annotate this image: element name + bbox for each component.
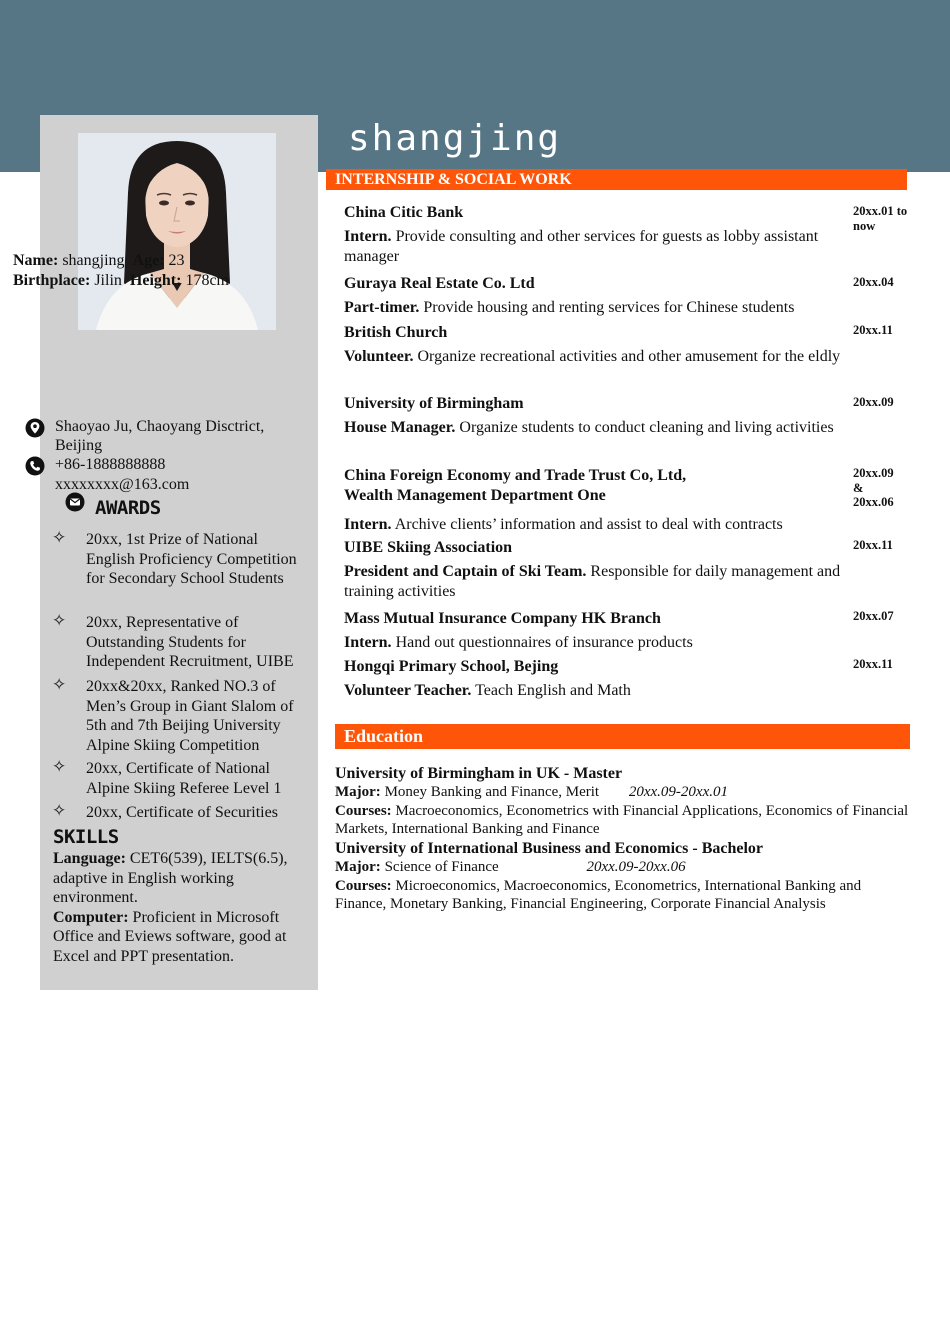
job-entry <box>344 274 844 318</box>
job-role: Part-timer. <box>344 299 420 316</box>
major-text: Money Banking and Finance, Merit <box>384 784 600 800</box>
job-role: Intern. <box>344 228 392 245</box>
address-row <box>25 417 265 455</box>
personal-info <box>13 251 273 290</box>
personal-line-2 <box>13 271 273 291</box>
sparkle-bullet-icon: ✧ <box>52 801 67 821</box>
job-company: Mass Mutual Insurance Company HK Branch <box>344 610 661 627</box>
job-role: Volunteer Teacher. <box>344 682 472 699</box>
major-line <box>335 858 910 877</box>
study-period: 20xx.09-20xx.01 <box>628 784 728 800</box>
job-company: China Citic Bank <box>344 204 464 221</box>
birthplace-label: Birthplace: <box>13 271 91 289</box>
language-skill <box>53 849 308 908</box>
birthplace-value: Jilin <box>94 271 122 289</box>
job-desc <box>344 418 844 438</box>
award-item <box>52 530 307 589</box>
school-name: University of International Business and Economics - Bachelor <box>335 840 764 857</box>
major-line <box>335 783 910 802</box>
job-date: 20xx.09 <box>853 395 894 409</box>
skills-heading: SKILLS <box>53 826 119 848</box>
job-desc-text: Provide housing and renting services for Chinese students <box>423 299 795 316</box>
job-company: China Foreign Economy and Trade Trust Co, Ltd, <box>344 467 687 484</box>
education-heading: Education <box>335 724 910 749</box>
height-value: 178cm <box>185 271 229 289</box>
major-label: Major: <box>335 859 381 875</box>
job-entry <box>344 466 844 535</box>
skills-block <box>53 849 308 966</box>
job-role: President and Captain of Ski Team. <box>344 563 587 580</box>
job-entry <box>344 609 844 653</box>
job-entry <box>344 657 844 701</box>
award-item <box>52 677 307 755</box>
award-text: 20xx&20xx, Ranked NO.3 of Men’s Group in Giant Slalom of 5th and 7th Beijing University Alpine Skiing Competition <box>86 678 294 754</box>
job-desc <box>344 227 844 266</box>
job-desc <box>344 681 844 701</box>
location-pin-icon <box>25 418 45 438</box>
courses-text: Microeconomics, Macroeconomics, Econometrics, International Banking and Finance, Monetary Banking, Financial Engineering, Corporate Financial Analysis <box>335 877 862 912</box>
awards-heading: AWARDS <box>95 497 161 519</box>
job-desc-text: Provide consulting and other services for guests as lobby assistant manager <box>344 228 819 265</box>
job-company: UIBE Skiing Association <box>344 539 513 556</box>
award-item <box>52 759 307 798</box>
job-date: 20xx.01 to now <box>853 204 908 233</box>
job-date-end: 20xx.06 <box>853 495 894 509</box>
language-text: CET6(539), IELTS(6.5), adaptive in English working environment. <box>53 850 288 906</box>
computer-skill <box>53 908 308 967</box>
job-desc <box>344 562 844 601</box>
job-date: 20xx.11 <box>853 538 893 552</box>
internship-heading: INTERNSHIP & SOCIAL WORK <box>326 169 907 190</box>
job-date: 20xx.11 <box>853 657 893 671</box>
profile-photo <box>78 133 276 330</box>
award-text: 20xx, Certificate of Securities <box>86 804 278 821</box>
sparkle-bullet-icon: ✧ <box>52 675 67 695</box>
education-entry <box>335 764 910 839</box>
language-label: Language: <box>53 850 126 867</box>
award-item <box>52 613 307 672</box>
job-entry <box>344 538 844 601</box>
job-desc-text: Organize students to conduct cleaning and living activities <box>459 419 834 436</box>
sparkle-bullet-icon: ✧ <box>52 611 67 631</box>
email-row <box>55 475 265 494</box>
job-company: British Church <box>344 324 448 341</box>
job-date-start: 20xx.09 <box>853 466 894 480</box>
job-desc-text: Teach English and Math <box>475 682 631 699</box>
job-role: Intern. <box>344 516 392 533</box>
courses-line <box>335 877 910 914</box>
job-date <box>853 466 913 510</box>
major-label: Major: <box>335 784 381 800</box>
job-department: Wealth Management Department One <box>344 487 606 504</box>
name-value: shangjing <box>62 252 125 269</box>
courses-text: Macroeconomics, Econometrics with Financial Applications, Economics of Financial Markets, International Banking and Finance <box>335 802 909 837</box>
height-label: Height: <box>129 271 182 289</box>
computer-text: Proficient in Microsoft Office and Eviews software, good at Excel and PPT presentation. <box>53 908 287 965</box>
job-date: 20xx.07 <box>853 609 894 623</box>
job-role: Volunteer. <box>344 348 414 365</box>
sparkle-bullet-icon: ✧ <box>52 757 67 777</box>
courses-line <box>335 802 910 839</box>
job-desc-text: Organize recreational activities and other amusement for the eldly <box>417 348 841 365</box>
job-desc-text: Hand out questionnaires of insurance products <box>395 634 693 651</box>
job-desc <box>344 515 844 535</box>
age-value: 23 <box>168 252 185 269</box>
phone-icon <box>25 456 45 476</box>
email-icon <box>65 492 85 512</box>
job-entry <box>344 203 844 266</box>
age-label: Age: <box>132 252 165 269</box>
phone-row <box>25 455 265 476</box>
job-entry <box>344 323 844 367</box>
candidate-name: shangjing <box>348 118 562 159</box>
award-item <box>52 803 307 823</box>
school-name: University of Birmingham in UK - Master <box>335 765 623 782</box>
name-label: Name: <box>13 252 59 269</box>
personal-line-1 <box>13 251 273 271</box>
job-desc <box>344 347 844 367</box>
award-text: 20xx, Certificate of National Alpine Skiing Referee Level 1 <box>86 760 282 797</box>
computer-label: Computer: <box>53 908 129 926</box>
job-role: House Manager. <box>344 419 456 436</box>
address-text: Shaoyao Ju, Chaoyang Disctrict, Beijing <box>55 418 265 454</box>
education-entry <box>335 839 910 914</box>
job-desc <box>344 633 844 653</box>
job-date-sep: & <box>853 480 864 495</box>
award-text: 20xx, 1st Prize of National English Proficiency Competition for Secondary School Students <box>86 531 297 587</box>
job-company: Hongqi Primary School, Bejing <box>344 658 559 675</box>
courses-label: Courses: <box>335 802 392 819</box>
job-entry <box>344 394 844 438</box>
job-desc <box>344 298 844 318</box>
study-period: 20xx.09-20xx.06 <box>586 859 686 875</box>
courses-label: Courses: <box>335 877 392 894</box>
sparkle-bullet-icon: ✧ <box>52 528 67 548</box>
job-date: 20xx.04 <box>853 275 894 289</box>
email-text: xxxxxxxx@163.com <box>55 476 190 493</box>
job-desc-text: Archive clients’ information and assist to deal with contracts <box>394 516 783 533</box>
award-text: 20xx, Representative of Outstanding Students for Independent Recruitment, UIBE <box>86 614 294 670</box>
job-company: Guraya Real Estate Co. Ltd <box>344 275 535 292</box>
job-date: 20xx.11 <box>853 323 893 337</box>
job-company: University of Birmingham <box>344 395 524 412</box>
job-role: Intern. <box>344 634 392 651</box>
job-desc-text: Responsible for daily management and training activities <box>344 563 841 600</box>
major-text: Science of Finance <box>384 859 499 875</box>
phone-text: +86-1888888888 <box>55 456 166 473</box>
